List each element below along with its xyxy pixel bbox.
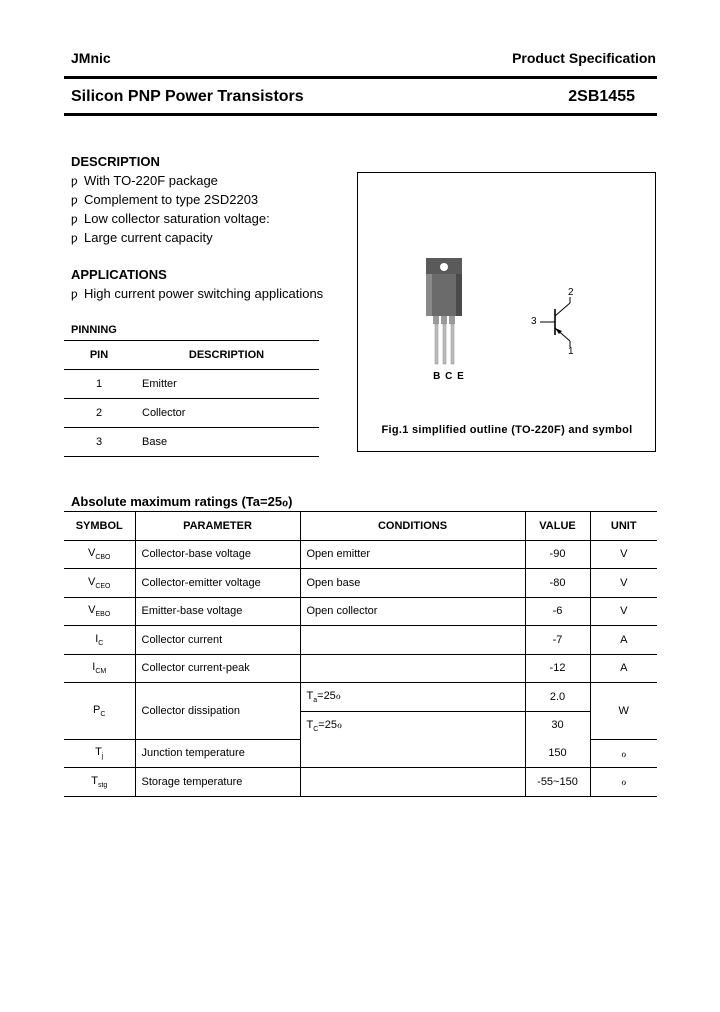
conditions-cell: $T_C=25ℴ$ (300, 711, 525, 739)
table-row (64, 654, 657, 683)
ratings-header-row (64, 512, 657, 541)
symbol-pin3-label: 3 (531, 316, 537, 327)
applications-item-text: High current power switching applications (84, 286, 324, 301)
table-row (64, 768, 657, 797)
parameter-cell: Collector-emitter voltage (135, 569, 300, 598)
to220f-package-image (410, 252, 480, 372)
unit-cell: V (590, 540, 657, 569)
unit-cell: ℴ (590, 768, 657, 797)
company-name: JMnic (71, 50, 111, 66)
conditions-cell: Open collector (300, 597, 525, 626)
symbol-cell: $T_{stg}$ (64, 768, 135, 797)
description-item-text: Low collector saturation voltage: (84, 211, 270, 226)
symbol-cell: $V_{EBO}$ (64, 597, 135, 626)
description-item (71, 192, 258, 207)
unit-header: UNIT (590, 512, 657, 541)
description-item-text: Large current capacity (84, 230, 213, 245)
pinning-table (64, 340, 319, 457)
value-cell: 2.0 (525, 683, 590, 712)
applications-item (71, 286, 323, 301)
parameter-cell: Collector current (135, 626, 300, 655)
symbol-cell: $V_{CEO}$ (64, 569, 135, 598)
symbol-cell: $I_C$ (64, 626, 135, 655)
symbol-pin1-label: 1 (568, 346, 574, 357)
value-cell: -6 (525, 597, 590, 626)
parameter-header: PARAMETER (135, 512, 300, 541)
unit-cell: V (590, 597, 657, 626)
value-header: VALUE (525, 512, 590, 541)
description-title: DESCRIPTION (71, 154, 160, 169)
description-item-text: With TO-220F package (84, 173, 218, 188)
table-row (64, 739, 657, 768)
description-item-text: Complement to type 2SD2203 (84, 192, 259, 207)
bullet-icon: ƿ (71, 287, 78, 301)
conditions-cell (300, 768, 525, 797)
unit-cell: ℴ (590, 739, 657, 768)
conditions-cell: Open base (300, 569, 525, 598)
conditions-cell (300, 654, 525, 683)
figure-caption: Fig.1 simplified outline (TO-220F) and symbol (381, 424, 633, 436)
pin-description: Collector (134, 399, 319, 428)
package-pin-labels: B C E (433, 371, 465, 382)
parameter-cell: Emitter-base voltage (135, 597, 300, 626)
ratings-table (64, 511, 657, 797)
pin-description: Base (134, 428, 319, 457)
value-cell: -90 (525, 540, 590, 569)
conditions-cell (300, 739, 525, 768)
parameter-cell: Junction temperature (135, 739, 300, 768)
bullet-icon: ƿ (71, 231, 78, 245)
pin-number: 1 (64, 370, 134, 399)
value-cell: -12 (525, 654, 590, 683)
product-title: Silicon PNP Power Transistors (71, 88, 304, 105)
unit-cell: A (590, 654, 657, 683)
bullet-icon: ƿ (71, 193, 78, 207)
title-rule (64, 113, 657, 116)
parameter-cell: Collector current-peak (135, 654, 300, 683)
table-row (64, 569, 657, 598)
pin-number: 3 (64, 428, 134, 457)
value-cell: 30 (525, 711, 590, 739)
symbol-header: SYMBOL (64, 512, 135, 541)
pinning-header-row (64, 341, 319, 370)
conditions-header: CONDITIONS (300, 512, 525, 541)
conditions-cell: $T_a=25ℴ$ (300, 683, 525, 712)
value-cell: -80 (525, 569, 590, 598)
conditions-cell: Open emitter (300, 540, 525, 569)
applications-title: APPLICATIONS (71, 267, 167, 282)
unit-cell: A (590, 626, 657, 655)
part-number: 2SB1455 (568, 88, 635, 105)
description-item (71, 230, 213, 245)
header-rule (64, 76, 657, 79)
ratings-title: Absolute maximum ratings (Ta=25ℴ) (71, 494, 293, 509)
parameter-cell: Storage temperature (135, 768, 300, 797)
conditions-cell (300, 626, 525, 655)
symbol-cell: $T_j$ (64, 739, 135, 768)
table-row (64, 428, 319, 457)
bullet-icon: ƿ (71, 212, 78, 226)
table-row (64, 626, 657, 655)
figure-box (357, 172, 656, 452)
pin-description: Emitter (134, 370, 319, 399)
unit-cell: V (590, 569, 657, 598)
description-item (71, 211, 270, 226)
table-row (64, 683, 657, 712)
symbol-cell: $I_{CM}$ (64, 654, 135, 683)
bullet-icon: ƿ (71, 174, 78, 188)
value-cell: -55~150 (525, 768, 590, 797)
description-item (71, 173, 218, 188)
symbol-cell: $V_{CBO}$ (64, 540, 135, 569)
pin-number: 2 (64, 399, 134, 428)
unit-cell: W (590, 683, 657, 740)
doc-type: Product Specification (512, 50, 656, 66)
symbol-cell: $P_C$ (64, 683, 135, 740)
value-cell: 150 (525, 739, 590, 768)
value-cell: -7 (525, 626, 590, 655)
pinning-title: PINNING (71, 324, 117, 336)
pin-header: PIN (64, 341, 134, 370)
table-row (64, 540, 657, 569)
table-row (64, 399, 319, 428)
description-header: DESCRIPTION (134, 341, 319, 370)
parameter-cell: Collector-base voltage (135, 540, 300, 569)
symbol-pin2-label: 2 (568, 287, 574, 298)
table-row (64, 597, 657, 626)
table-row (64, 370, 319, 399)
parameter-cell: Collector dissipation (135, 683, 300, 740)
